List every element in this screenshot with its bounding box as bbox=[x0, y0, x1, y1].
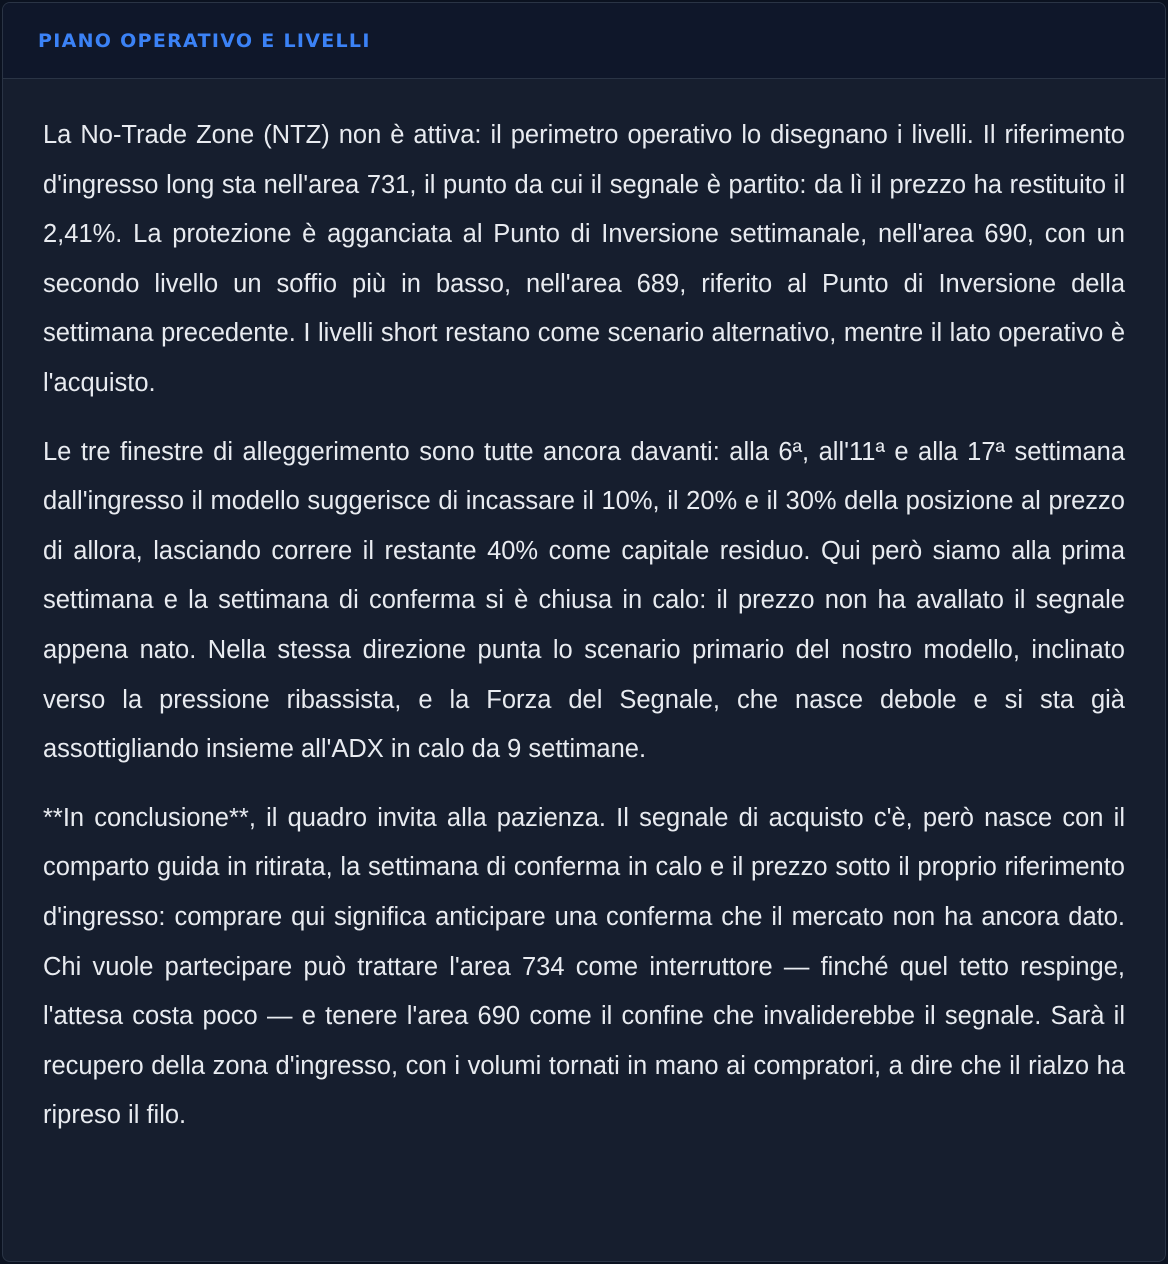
levels-paragraph: La No-Trade Zone (NTZ) non è attiva: il perimetro operativo lo disegnano i livelli. Il riferimento d'ingresso long sta nell'area 731, il punto da cui il segnale è partito: da lì il prezzo ha restituito il 2,41%. La protezione è agganciata al Punto di Inversione settimanale, nell'area 690, con un secondo livello un soffio più in basso, nell'area 689, riferito al Punto di Inversione della settimana precedente. I livelli short restano come scenario alternativo, mentre il lato operativo è l'acquisto. bbox=[43, 121, 1125, 397]
panel-body bbox=[3, 79, 1165, 1141]
scaling-out-paragraph: Le tre finestre di alleggerimento sono tutte ancora davanti: alla 6ª, all'11ª e alla 17ª settimana dall'ingresso il modello suggerisce di incassare il 10%, il 20% e il 30% della posizione al prezzo di allora, lasciando correre il restante 40% come capitale residuo. Qui però siamo alla prima settimana e la settimana di conferma si è chiusa in calo: il prezzo non ha avallato il segnale appena nato. Nella stessa direzione punta lo scenario primario del nostro modello, inclinato verso la pressione ribassista, e la Forza del Segnale, che nasce debole e si sta già assottigliando insieme all'ADX in calo da 9 settimane. bbox=[43, 437, 1125, 764]
panel-header bbox=[3, 3, 1165, 79]
conclusion-paragraph: **In conclusione**, il quadro invita alla pazienza. Il segnale di acquisto c'è, però nasce con il comparto guida in ritirata, la settimana di conferma in calo e il prezzo sotto il proprio riferimento d'ingresso: comprare qui significa anticipare una conferma che il mercato non ha ancora dato. Chi vuole partecipare può trattare l'area 734 come interruttore — finché quel tetto respinge, l'attesa costa poco — e tenere l'area 690 come il confine che invaliderebbe il segnale. Sarà il recupero della zona d'ingresso, con i volumi tornati in mano ai compratori, a dire che il rialzo ha ripreso il filo. bbox=[43, 803, 1125, 1130]
operating-plan-panel bbox=[2, 2, 1166, 1262]
section-title: PIANO OPERATIVO E LIVELLI bbox=[38, 29, 371, 52]
